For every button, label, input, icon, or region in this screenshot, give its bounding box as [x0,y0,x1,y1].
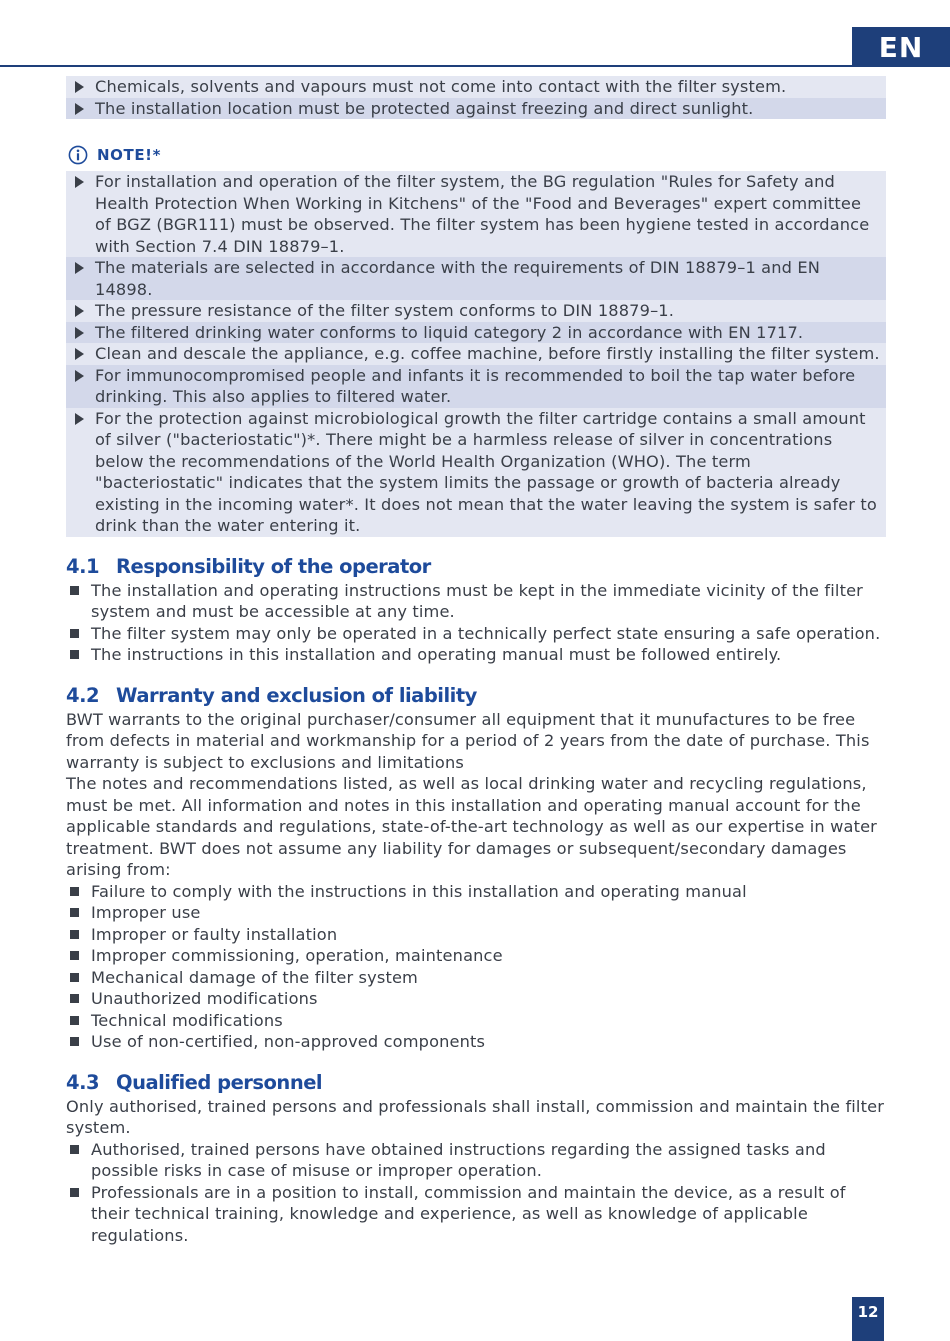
list-item: Mechanical damage of the filter system [66,967,886,989]
list-item: Technical modifications [66,1010,886,1032]
list-item: Use of non-certified, non-approved components [66,1031,886,1053]
note-item: For immunocompromised people and infants it is recommended to boil the tap water before drinking. This also applies to filtered water. [66,365,886,408]
page-content [66,76,886,1246]
triangle-bullet-icon [75,81,84,93]
language-tab: EN [852,27,950,67]
section-heading-4-3: 4.3 Qualified personnel [66,1070,323,1094]
triangle-bullet-icon [75,327,84,339]
list-item: The instructions in this installation and operating manual must be followed entirely. [66,644,886,666]
note-title: NOTE!* [97,146,162,164]
section-heading-4-2: 4.2 Warranty and exclusion of liability [66,683,477,707]
square-bullet-icon [70,930,79,939]
square-bullet-icon [70,1016,79,1025]
square-bullet-icon [70,650,79,659]
note-header [66,145,886,165]
section-4-1-list [66,580,886,666]
section-4-3-list [66,1139,886,1247]
square-bullet-icon [70,586,79,595]
list-item: Failure to comply with the instructions in this installation and operating manual [66,881,886,903]
square-bullet-icon [70,1188,79,1197]
list-item: The filter system may only be operated in a technically perfect state ensuring a safe operation. [66,623,886,645]
top-notes [66,76,886,119]
list-item: Authorised, trained persons have obtained instructions regarding the assigned tasks and possible risks in case of misuse or improper operation. [66,1139,886,1182]
note-item: For the protection against microbiological growth the filter cartridge contains a small amount of silver ("bacteriostatic")*. There might be a harmless release of silver in concentrations below the recommendations of the World Health Organization (WHO). The term "bacteriostatic" indicates that the system limits the passage or growth of bacteria already existing in the incoming water*. It does not mean that the water leaving the system is safer to drink than the water entering it. [66,408,886,537]
warranty-paragraph: BWT warrants to the original purchaser/consumer all equipment that it munufactures to be free from defects in material and workmanship for a period of 2 years from the date of purchase. This warranty is subject to exclusions and limitations [66,709,870,772]
page-number: 12 [852,1297,884,1341]
liability-paragraph: The notes and recommendations listed, as well as local drinking water and recycling regulations, must be met. All information and notes in this installation and operating manual account for the applicable standards and regulations, state-of-the-art technology as well as our expertise in water treatment. BWT does not assume any liability for damages or subsequent/secondary damages arising from: [66,774,877,879]
note-list [66,171,886,537]
list-item: Professionals are in a position to install, commission and maintain the device, as a result of their technical training, knowledge and experience, as well as knowledge of applicable regulations. [66,1182,886,1247]
list-item: The installation and operating instructions must be kept in the immediate vicinity of the filter system and must be accessible at any time. [66,580,886,623]
section-heading-4-1: 4.1 Responsibility of the operator [66,554,431,578]
square-bullet-icon [70,887,79,896]
note-item: The pressure resistance of the filter system conforms to DIN 18879–1. [66,300,886,322]
square-bullet-icon [70,908,79,917]
personnel-paragraph: Only authorised, trained persons and professionals shall install, commission and maintain the filter system. [66,1096,884,1137]
note-item: For installation and operation of the filter system, the BG regulation "Rules for Safety and Health Protection When Working in Kitchens" of the "Food and Beverages" expert committee of BGZ (BGR111) must be observed. The filter system has been hygiene tested in accordance with Section 7.4 DIN 18879–1. [66,171,886,257]
header-rule [0,65,852,67]
square-bullet-icon [70,1145,79,1154]
section-4-2-list [66,881,886,1053]
list-item: Improper use [66,902,886,924]
square-bullet-icon [70,1037,79,1046]
list-item: Improper commissioning, operation, maintenance [66,945,886,967]
info-icon [68,145,88,165]
note-item: The filtered drinking water conforms to liquid category 2 in accordance with EN 1717. [66,322,886,344]
square-bullet-icon [70,973,79,982]
triangle-bullet-icon [75,413,84,425]
triangle-bullet-icon [75,348,84,360]
note-item: The materials are selected in accordance with the requirements of DIN 18879–1 and EN 14898. [66,257,886,300]
list-item: Unauthorized modifications [66,988,886,1010]
triangle-bullet-icon [75,370,84,382]
triangle-bullet-icon [75,262,84,274]
triangle-bullet-icon [75,103,84,115]
square-bullet-icon [70,994,79,1003]
note-item: Clean and descale the appliance, e.g. coffee machine, before firstly installing the filter system. [66,343,886,365]
list-item: Improper or faulty installation [66,924,886,946]
note-item: The installation location must be protected against freezing and direct sunlight. [66,98,886,120]
triangle-bullet-icon [75,305,84,317]
square-bullet-icon [70,951,79,960]
note-item: Chemicals, solvents and vapours must not come into contact with the filter system. [66,76,886,98]
triangle-bullet-icon [75,176,84,188]
square-bullet-icon [70,629,79,638]
